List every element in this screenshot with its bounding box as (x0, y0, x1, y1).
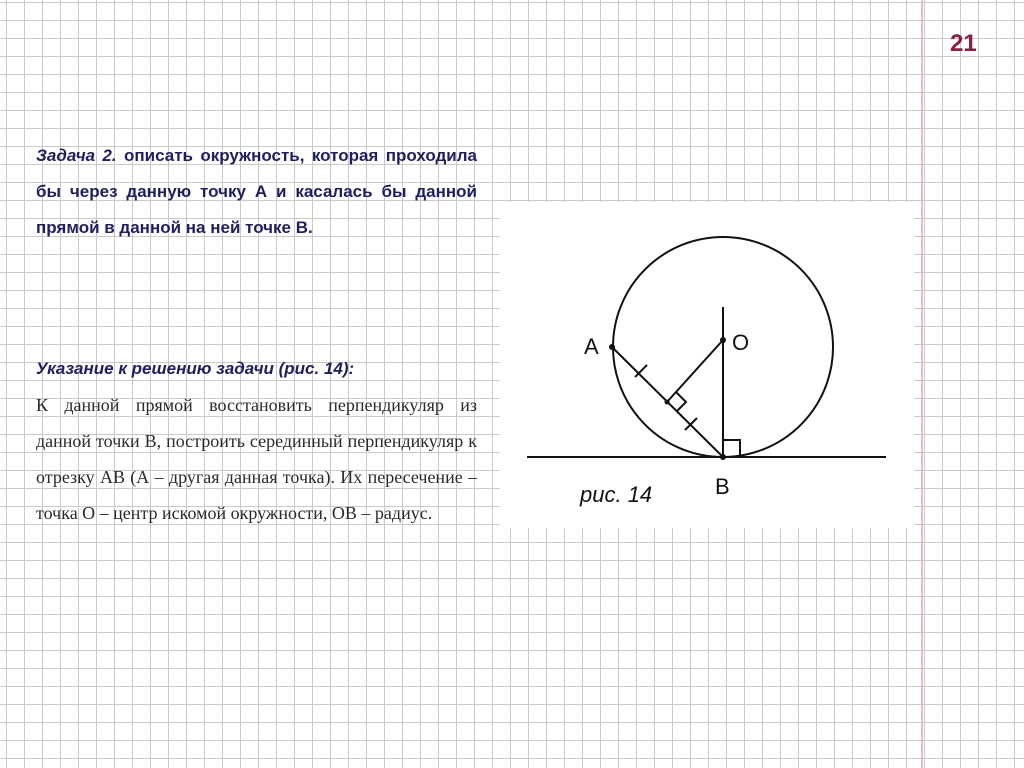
figure-svg (500, 202, 914, 528)
point-o (720, 337, 726, 343)
label-o: O (732, 330, 750, 355)
task-statement (36, 138, 477, 246)
point-b (720, 454, 726, 460)
label-a: A (584, 334, 599, 359)
task-text: описать окружность, которая проходила бы через данную точку А и касалась бы данной прямой в данной на ней точке В. (36, 146, 477, 237)
slide-number: 21 (950, 30, 977, 57)
label-b: B (715, 474, 730, 499)
point-a (609, 344, 615, 350)
task-label: Задача 2. (36, 146, 117, 165)
hint-text: К данной прямой восстановить перпендикуляр из данной точки В, построить серединный перпендикуляр к отрезку АВ (А – другая данная точка). Их пересечение – точка О – центр искомой окружности, ОВ – радиус. (36, 395, 477, 523)
figure-caption: рис. 14 (580, 482, 653, 507)
geometry-figure (500, 202, 914, 528)
hint-title: Указание к решению задачи (рис. 14): (36, 359, 355, 378)
right-angle-mark-midpoint (676, 392, 686, 411)
point-midpoint (665, 400, 670, 405)
notebook-margin-line (921, 0, 923, 768)
right-angle-mark-b (723, 440, 740, 457)
